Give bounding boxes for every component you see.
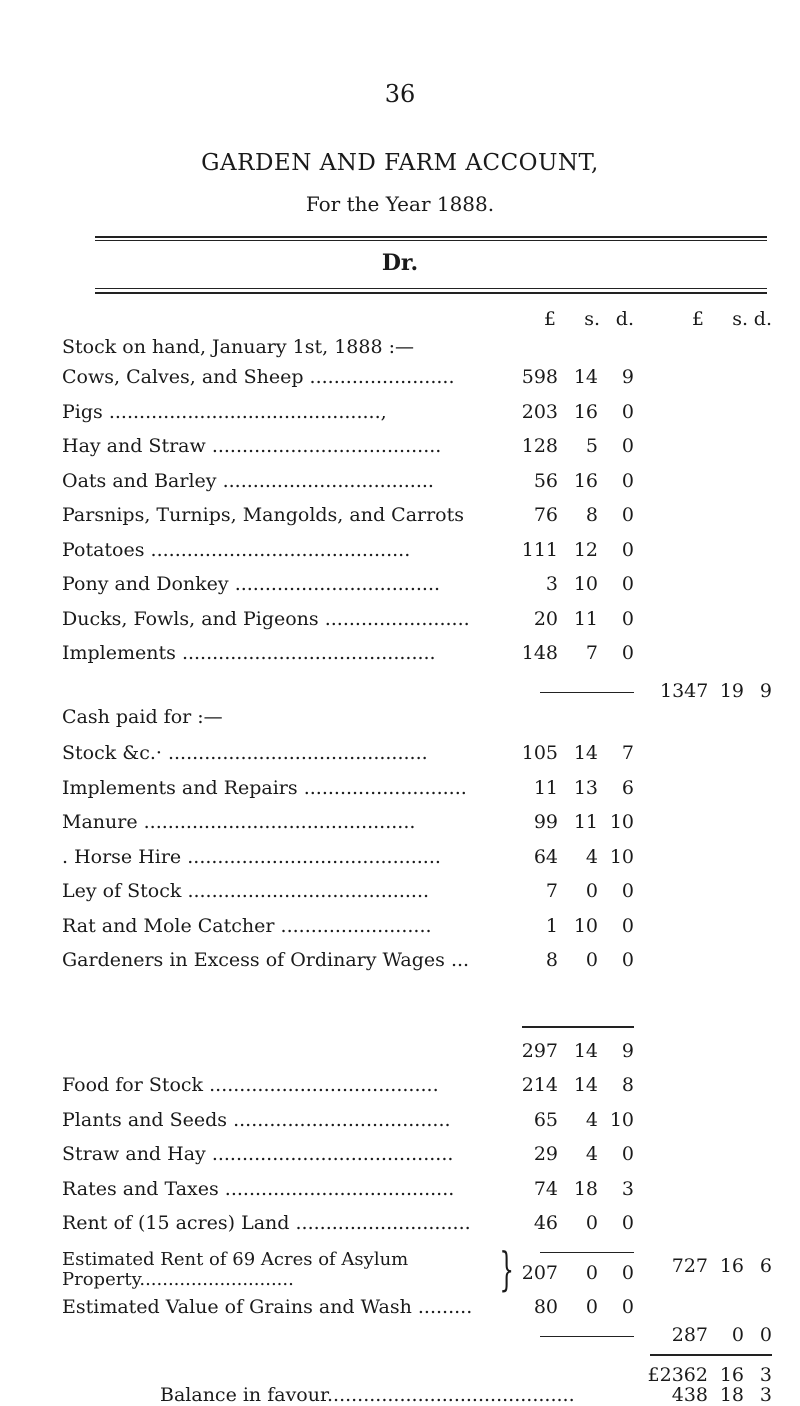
row-pence: 3 [621, 1177, 634, 1200]
row-leader: .......................................... [181, 642, 436, 664]
grains-wash-label [62, 1296, 472, 1318]
row-label [62, 470, 434, 492]
row-leader: ........................................... [167, 742, 428, 764]
row-shillings: 13 [573, 776, 598, 799]
mid-rule-2 [95, 292, 767, 294]
row-shillings: 14 [573, 366, 598, 388]
row-label [62, 880, 429, 902]
row-label-text: . Horse Hire [62, 845, 182, 868]
row-pence: 0 [621, 880, 634, 902]
row-pence: 0 [621, 469, 634, 492]
row-label [62, 401, 387, 423]
row-label [62, 1109, 451, 1131]
asylum-rent-pounds: 207 [521, 1262, 558, 1284]
total-estimated-pence: 0 [759, 1324, 772, 1346]
row-label-text: Rat and Mole Catcher [62, 914, 275, 937]
row-pence: 0 [621, 607, 634, 630]
total-stock-pounds: 1347 [660, 680, 709, 702]
row-leader: ...................................... [224, 1177, 455, 1200]
page-title: GARDEN AND FARM ACCOUNT, [201, 150, 599, 176]
row-shillings: 0 [585, 949, 598, 971]
asylum-rent-leader: ........................... [139, 1269, 294, 1290]
col-pounds-outer: £ [691, 308, 704, 330]
row-shillings: 7 [585, 642, 598, 664]
row-pence: 0 [621, 538, 634, 561]
row-pounds: 214 [521, 1074, 558, 1096]
row-pounds: 74 [533, 1177, 558, 1200]
row-shillings: 4 [585, 1143, 598, 1165]
balance-pence: 3 [759, 1384, 772, 1406]
sum-shillings: 16 [719, 1364, 744, 1386]
row-pence: 0 [621, 949, 634, 971]
row-pounds: 7 [545, 880, 558, 902]
row-label-text: Implements [62, 642, 176, 664]
brace-icon: } [499, 1242, 514, 1296]
row-label-text: Potatoes [62, 538, 145, 561]
row-label [62, 539, 410, 561]
asylum-rent-shillings: 0 [585, 1262, 598, 1284]
row-leader: ......................... [280, 914, 432, 937]
row-shillings: 0 [585, 880, 598, 902]
row-pounds: 8 [545, 949, 558, 971]
row-label [62, 742, 428, 764]
row-pounds: 598 [521, 366, 558, 388]
balance-text: Balance in favour [160, 1384, 327, 1406]
row-shillings: 4 [585, 845, 598, 868]
row-pence: 6 [621, 776, 634, 799]
row-label [62, 949, 469, 971]
row-pence: 10 [609, 1108, 634, 1131]
row-pounds: 3 [545, 573, 558, 595]
row-leader: ................................... [222, 469, 434, 492]
row-leader: ... [450, 949, 470, 971]
row-leader: ...................................... [209, 1074, 439, 1096]
row-leader: ........................................ [211, 1143, 454, 1165]
grains-wash-pounds: 80 [533, 1296, 558, 1318]
grains-wash-pence: 0 [621, 1296, 634, 1318]
row-label [62, 642, 436, 664]
row-pounds: 99 [533, 811, 558, 833]
row-pounds: 76 [533, 504, 558, 526]
row-shillings: 16 [573, 469, 598, 492]
row-label [62, 915, 432, 937]
total-estimated-pounds: 287 [671, 1324, 708, 1346]
row-label-text: Implements and Repairs [62, 776, 298, 799]
row-pence: 10 [609, 811, 634, 833]
row-pence: 0 [621, 573, 634, 595]
asylum-rent-label [62, 1250, 408, 1290]
row-label-text: Food for Stock [62, 1074, 204, 1096]
balance-leader: ......................................... [326, 1384, 575, 1406]
row-label [62, 1074, 439, 1096]
row-label [62, 811, 415, 833]
subtotal-pence: 9 [621, 1040, 634, 1062]
row-label-text: Ley of Stock [62, 880, 182, 902]
row-shillings: 14 [573, 1074, 598, 1096]
row-pence: 9 [621, 366, 634, 388]
row-leader: .................................. [234, 573, 441, 595]
col-pounds-inner: £ [543, 308, 556, 330]
row-label [62, 504, 464, 526]
row-label [62, 1143, 453, 1165]
row-shillings: 5 [585, 435, 598, 457]
row-pounds: 11 [533, 776, 558, 799]
row-shillings: 10 [573, 914, 598, 937]
row-pence: 0 [621, 400, 634, 423]
subtotal-pounds: 297 [521, 1040, 558, 1062]
row-leader: ........................ [324, 607, 470, 630]
row-shillings: 11 [573, 607, 598, 630]
grains-wash-text: Estimated Value of Grains and Wash [62, 1296, 412, 1318]
row-shillings: 4 [585, 1108, 598, 1131]
total-cash-pounds: 727 [671, 1255, 708, 1277]
row-label-text: Plants and Seeds [62, 1108, 228, 1131]
row-label-text: Hay and Straw [62, 435, 206, 457]
top-rule-1 [95, 236, 767, 238]
total-cash-shillings: 16 [719, 1255, 744, 1277]
row-label [62, 1212, 471, 1234]
row-label-text: Gardeners in Excess of Ordinary Wages [62, 949, 445, 971]
row-leader: ........................................... [150, 538, 411, 561]
row-pounds: 148 [521, 642, 558, 664]
asylum-rent-line2: Property [62, 1269, 140, 1290]
row-shillings: 18 [573, 1177, 598, 1200]
row-shillings: 16 [573, 400, 598, 423]
balance-shillings: 18 [719, 1384, 744, 1406]
row-leader: ............................................., [108, 400, 387, 423]
total-cash-pence: 6 [759, 1255, 772, 1277]
rule-s1 [540, 692, 634, 693]
row-label [62, 777, 467, 799]
row-shillings: 12 [573, 538, 598, 561]
sum-pence: 3 [759, 1364, 772, 1386]
row-leader: .......................................... [187, 845, 441, 868]
col-pence-inner: d. [615, 308, 634, 330]
row-pounds: 29 [533, 1143, 558, 1165]
page-number: 36 [384, 80, 416, 108]
row-pence: 0 [621, 1212, 634, 1234]
total-stock-pence: 9 [759, 680, 772, 702]
row-pence: 0 [621, 504, 634, 526]
col-pence-outer: d. [753, 308, 772, 330]
row-label-text: Straw and Hay [62, 1143, 206, 1165]
side-heading: Dr. [381, 250, 419, 276]
row-label-text: Oats and Barley [62, 469, 217, 492]
row-label-text: Rent of (15 acres) Land [62, 1212, 290, 1234]
col-shillings-outer: s. [732, 308, 748, 330]
row-label-text: Rates and Taxes [62, 1177, 219, 1200]
row-pounds: 64 [533, 845, 558, 868]
row-pounds: 203 [521, 400, 558, 423]
row-label [62, 573, 440, 595]
asylum-rent-line1: Estimated Rent of 69 Acres of Asylum [62, 1249, 409, 1270]
row-leader: ........................................ [187, 880, 430, 902]
row-label [62, 1178, 454, 1200]
row-label-text: Pigs [62, 400, 103, 423]
total-stock-shillings: 19 [719, 680, 744, 702]
row-label [62, 846, 441, 868]
row-label-text: Pony and Donkey [62, 573, 229, 595]
row-pounds: 56 [533, 469, 558, 492]
row-pence: 7 [621, 742, 634, 764]
row-shillings: 0 [585, 1212, 598, 1234]
rule-sum-top [650, 1354, 772, 1356]
row-leader: .................................... [233, 1108, 451, 1131]
total-estimated-shillings: 0 [731, 1324, 744, 1346]
row-leader: ...................................... [211, 435, 442, 457]
row-label-text: Parsnips, Turnips, Mangolds, and Carrots [62, 504, 465, 526]
row-pounds: 105 [521, 742, 558, 764]
row-leader: ............................. [295, 1212, 471, 1234]
page-subtitle: For the Year 1888. [305, 192, 495, 216]
row-pounds: 65 [533, 1108, 558, 1131]
row-pounds: 1 [545, 914, 558, 937]
mid-rule-1 [95, 288, 767, 289]
row-label-text: Ducks, Fowls, and Pigeons [62, 607, 319, 630]
sum-pounds: £2362 [647, 1364, 708, 1386]
section-heading-cash: Cash paid for :— [62, 706, 223, 728]
row-pence: 0 [621, 642, 634, 664]
row-label-text: Stock &c.· [62, 742, 162, 764]
row-shillings: 8 [585, 504, 598, 526]
row-leader: ............................................. [143, 811, 416, 833]
section-heading-stock: Stock on hand, January 1st, 1888 :— [62, 336, 414, 358]
row-shillings: 11 [573, 811, 598, 833]
row-label [62, 435, 441, 457]
grains-wash-leader: ......... [417, 1296, 473, 1318]
row-leader: ........................... [303, 776, 467, 799]
row-pounds: 128 [521, 435, 558, 457]
row-label-text: Manure [62, 811, 138, 833]
row-pence: 10 [609, 845, 634, 868]
grains-wash-shillings: 0 [585, 1296, 598, 1318]
row-label [62, 366, 455, 388]
row-label [62, 608, 470, 630]
row-shillings: 14 [573, 742, 598, 764]
row-pounds: 111 [521, 538, 558, 561]
rule-subtotal-top [522, 1026, 634, 1028]
row-shillings: 10 [573, 573, 598, 595]
row-pence: 0 [621, 435, 634, 457]
row-label-text: Cows, Calves, and Sheep [62, 366, 304, 388]
asylum-rent-pence: 0 [621, 1262, 634, 1284]
subtotal-shillings: 14 [573, 1040, 598, 1062]
balance-pounds: 438 [671, 1384, 708, 1406]
row-pence: 0 [621, 1143, 634, 1165]
top-rule-2 [95, 240, 767, 241]
rule-s2 [540, 1252, 634, 1253]
col-shillings-inner: s. [584, 308, 600, 330]
row-pounds: 20 [533, 607, 558, 630]
balance-label [160, 1384, 575, 1406]
rule-s3 [540, 1336, 634, 1337]
row-pounds: 46 [533, 1212, 558, 1234]
row-pence: 0 [621, 914, 634, 937]
row-pence: 8 [621, 1074, 634, 1096]
row-leader: ........................ [309, 366, 455, 388]
